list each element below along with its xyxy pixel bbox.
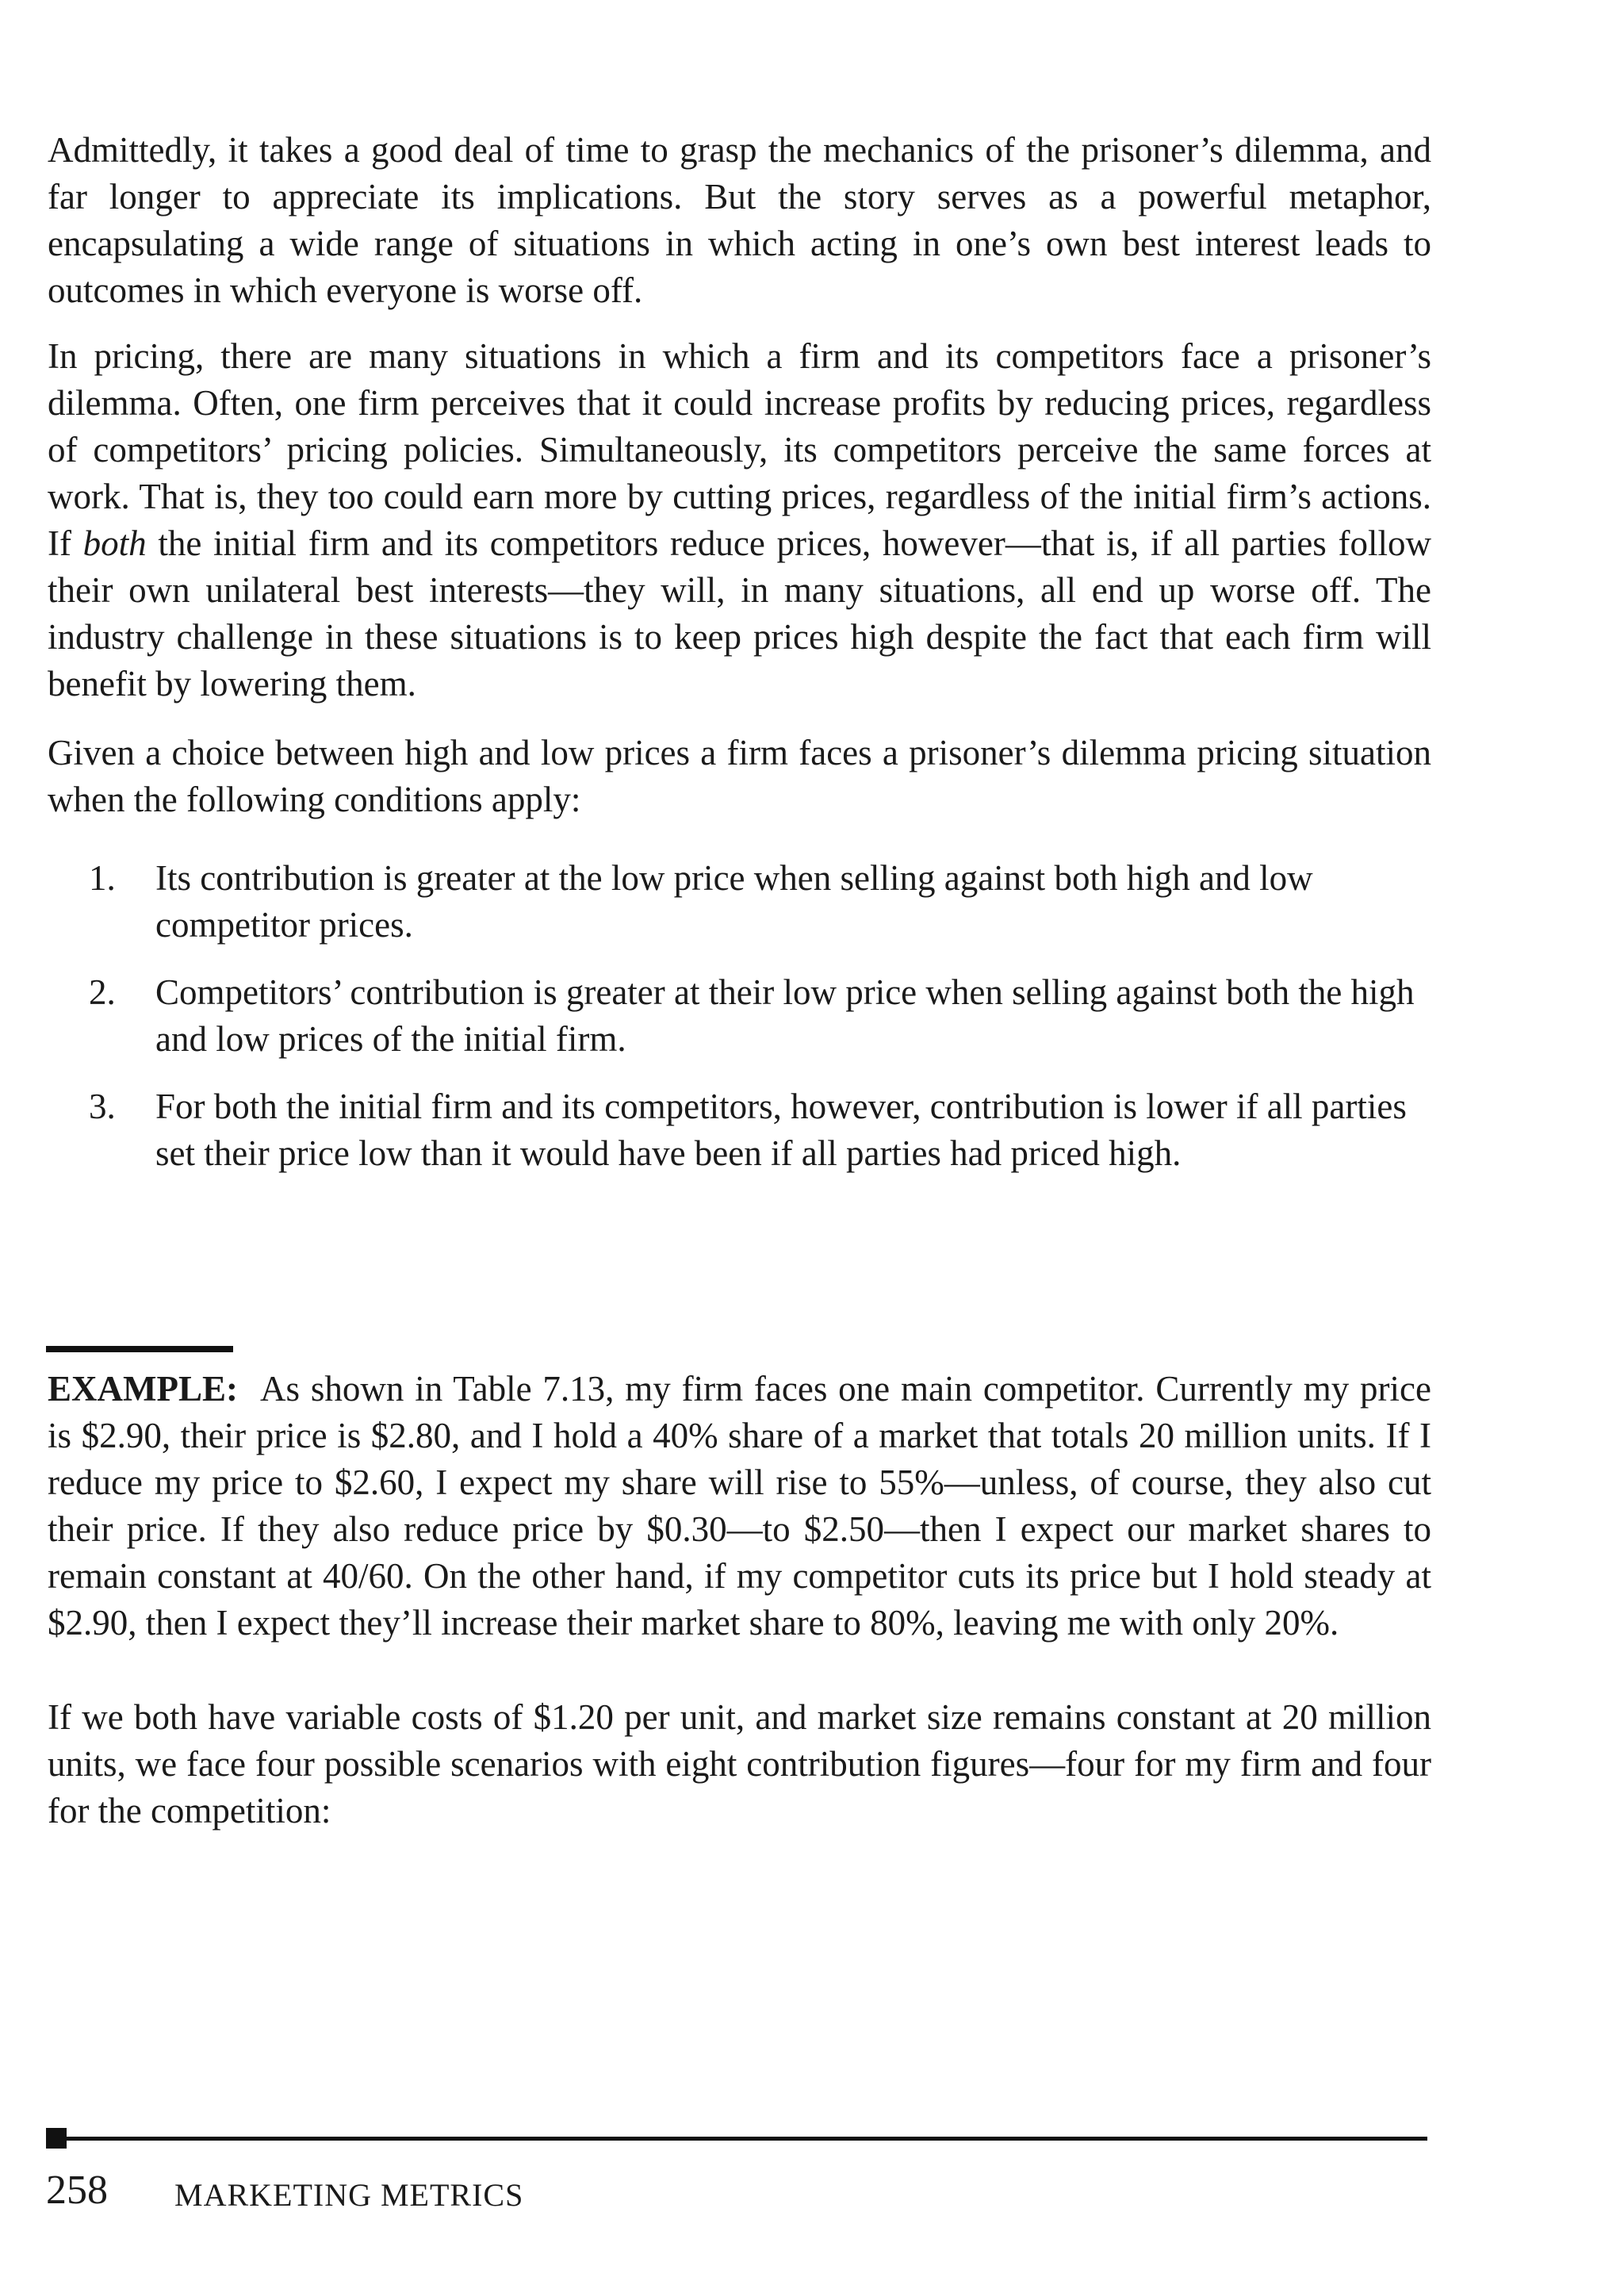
- footer-square-marker: [46, 2128, 67, 2149]
- paragraph-prisoners-dilemma-intro: Admittedly, it takes a good deal of time to grasp the mechanics of the prisoner’s dilemma, and far longer to appreciate its implications. But the story serves as a powerful metaphor, encapsulating a wide range of situations in which acting in one’s own best interest leads to outcomes in which everyone is worse off.: [48, 130, 1431, 310]
- running-head: MARKETING METRICS: [174, 2177, 524, 2213]
- example-label: EXAMPLE:: [48, 1369, 238, 1409]
- condition-number: 2.: [89, 972, 116, 1012]
- example-text: As shown in Table 7.13, my firm faces one main competitor. Currently my price is $2.90, their price is $2.80, and I hold a 40% share of a market that totals 20 million units. If I reduce my price to $2.60, I expect my share will rise to 55%—unless, of course, they also cut their price. If they also reduce price by $0.30—to $2.50—then I expect our market shares to remain constant at 40/60. On the other hand, if my competitor cuts its price but I hold steady at $2.90, then I expect they’ll increase their market share to 80%, leaving me with only 20%.: [48, 1369, 1431, 1643]
- emphasis-both: both: [82, 523, 147, 563]
- example-followup-paragraph: If we both have variable costs of $1.20 per unit, and market size remains constant at 20 million units, we face four possible scenarios with eight contribution figures—four for my firm and four for the competition:: [48, 1697, 1431, 1831]
- condition-item-2: [89, 969, 1437, 1063]
- example-rule: [46, 1346, 233, 1352]
- condition-text: Its contribution is greater at the low price when selling against both high and low competitor prices.: [155, 858, 1313, 945]
- paragraph-pricing-dilemma-part2: the initial firm and its competitors reduce prices, however—that is, if all parties follow their own unilateral best interests—they will, in many situations, all end up worse off. The industry challenge in these situations is to keep prices high despite the fact that each firm will benefit by lowering them.: [48, 523, 1431, 703]
- condition-number: 1.: [89, 858, 116, 898]
- paragraph-conditions-intro: Given a choice between high and low prices a firm faces a prisoner’s dilemma pricing situation when the following conditions apply:: [48, 733, 1431, 819]
- paragraph-pricing-dilemma: [48, 333, 1431, 707]
- condition-item-3: [89, 1083, 1437, 1177]
- condition-text: For both the initial firm and its competitors, however, contribution is lower if all parties set their price low than it would have been if all parties had priced high.: [155, 1087, 1407, 1173]
- example-paragraph: [48, 1366, 1431, 1647]
- page-number: 258: [46, 2168, 108, 2213]
- condition-text: Competitors’ contribution is greater at their low price when selling against both the high and low prices of the initial firm.: [155, 972, 1415, 1059]
- paragraph-pricing-dilemma-part1: In pricing, there are many situations in which a firm and its competitors face a prisoner’s dilemma. Often, one firm perceives that it could increase profits by reducing prices, regardless of competitors’ pricing policies. Simultaneously, its competitors perceive the same forces at work. That is, they too could earn more by cutting prices, regardless of the initial firm’s actions. If: [48, 336, 1431, 563]
- footer-rule: [67, 2137, 1427, 2141]
- condition-item-1: [89, 855, 1437, 949]
- condition-number: 3.: [89, 1087, 116, 1126]
